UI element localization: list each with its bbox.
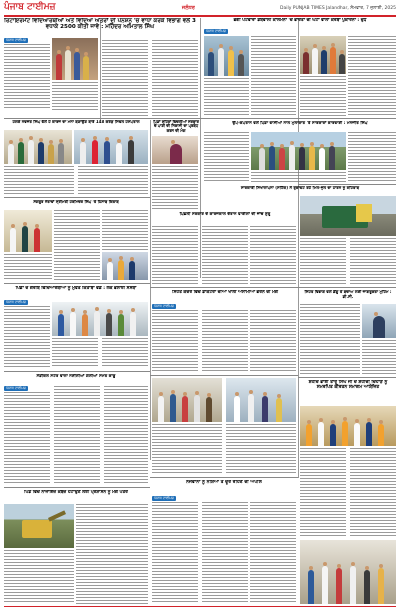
article-text xyxy=(362,340,396,374)
article-text xyxy=(348,36,396,116)
photo-officials xyxy=(204,36,249,76)
article-text xyxy=(4,44,50,110)
article-text xyxy=(52,338,98,368)
headline-right-2: ਸਾਰਕਾਰੀ ਸਿਖਾਲਾਪਨਾ (ਸਟਿੱਕ) ਨੇ ਰੁਕਾਵਟ ਰਹੇ ਮਿਲ-ਜੁਲ ਦਾ ਹਾਰਨ ਨੂੰ ਰਹਿਤਾਬ xyxy=(240,186,360,190)
photo-building xyxy=(251,132,346,170)
footer-rule xyxy=(4,606,396,607)
article-text xyxy=(152,226,198,284)
photo-health-center xyxy=(152,378,222,422)
photo-doctors xyxy=(226,378,296,422)
article-text xyxy=(250,502,296,604)
article-text xyxy=(251,172,346,182)
section-divider xyxy=(200,118,396,119)
headline-center-3: ਸਿਹਤ ਕੇਂਦਰ ਵਿੱਚ ਡਾਕਟਰਾਂ ਦੀਆਂ ਖਾਲੀ ਅਸਾਮੀਆਂ ਭਰਨ ਦੀ ਮੰਗ xyxy=(172,290,278,295)
byline: ਪੰਜਾਬ ਟਾਈਮਜ਼ xyxy=(206,29,226,33)
section-divider xyxy=(4,371,150,372)
article-text xyxy=(152,424,222,474)
article-text xyxy=(152,310,198,372)
photo-kirtan xyxy=(300,406,396,446)
article-text xyxy=(102,210,148,250)
article-text xyxy=(4,306,50,368)
article-text xyxy=(152,40,198,116)
headline-left-3: ਪਿੰਡਾਂ ਦੇ ਗਰੀਬ ਵਿਦਿਆਰਥੀਆਂ ਨੂੰ ਮੁਫਤ ਕਿਤਾਬਾਂ ਵੰਡ : ਲੋਕ ਭਲਾਈ ਸੰਸਥਾ xyxy=(15,286,137,291)
headline-bottom-center: ਨੌਜਵਾਨਾਂ ਨੂੰ ਨਸ਼ਿਆਂ ਤੋਂ ਦੂਰ ਰਹਿਣ ਦੀ ਅਪੀਲ xyxy=(186,480,262,485)
masthead-title: ਪੰਜਾਬ ਟਾਈਮਜ਼ xyxy=(4,2,56,12)
headline-mid-right: ਉਪ-ਕਪਤਾਨ ਵਲੋਂ ਪਿੰਡਾ ਵਾਸੀਆਂ ਨਾਲ ਮੁਲਾਕਾਤ 'ਤੇ ਸਾਰਕਾਰਾਂ ਕਾਰਵਾਈ : ਮਨਜੀਤ ਸਿੰਘ xyxy=(232,121,368,125)
photo-felicitation xyxy=(52,38,98,80)
article-text xyxy=(251,36,296,116)
masthead xyxy=(4,3,396,17)
masthead-section: ਜਲੰਧਰ xyxy=(182,5,195,11)
article-text xyxy=(78,166,148,194)
headline-center-1: ਪਿੰਡਾਂ ਸ਼ਹਿਰਾਂ ਵਿਚਲੀਆਂ ਸਰਕਾਰ ਦੇ ਪਾਣੀ ਦੀ ਨਿਕਾਸੀ ਦਾ ਪ੍ਰਬੰਧ ਕਰਨ ਦੀ ਮੰਗ xyxy=(153,120,199,133)
headline-left-2: ਸੰਗਰੂਰ ਨੇਤਾਵਾਂ ਸ੍ਰੀਮਤੀ ਹਰਮਿੰਦਰ ਸਿੰਘ 'ਤੇ ਹਿਸਾਬ ਕਿਤਾਬ xyxy=(33,200,119,204)
headline-top-right: ਭੋਗੀ ਪਟਵਾਰਾ ਡਬਵਾਲੀ ਕਾਲਮਨਾ 'ਚ ਭਾਰਤਾ ਦੀ ਘਟਾ ਵਾਲਾ ਕਰੋਬਾ ਪੁਕਾਰਨਾ : ਦੁੱਧ xyxy=(233,18,367,23)
masthead-date: Daily PUNJAB TIMES Jalandhar, ਸੋਮਵਾਰ, 7 ਜੁਲਾਈ, 2025 xyxy=(279,6,396,11)
article-text xyxy=(204,78,249,116)
article-text xyxy=(202,310,248,372)
section-divider xyxy=(4,118,200,119)
article-text xyxy=(348,132,396,182)
article-text xyxy=(350,238,396,284)
byline: ਪੰਜਾਬ ਟਾਈਮਜ਼ xyxy=(154,304,174,308)
photo-truck xyxy=(300,196,396,236)
article-text xyxy=(52,82,98,110)
article-text xyxy=(4,392,50,484)
headline-center-2: ਪਿਛਲੀ ਸਰਕਾਰ ਦੇ ਕਾਰਜਕਾਲ ਦੌਰਾਨ ਫਾਈਲਾਂ ਦੀ ਜਾਂਚ ਸ਼ੁਰੂ xyxy=(179,212,271,216)
photo-meeting xyxy=(4,210,52,252)
article-text xyxy=(4,166,74,194)
section-divider xyxy=(4,487,150,488)
photo-official-portrait xyxy=(362,304,396,338)
photo-group xyxy=(300,36,346,74)
section-divider xyxy=(298,377,396,378)
article-text xyxy=(300,304,360,374)
column-rule xyxy=(200,18,201,278)
article-text xyxy=(226,424,296,474)
article-text xyxy=(300,238,346,284)
section-divider xyxy=(150,375,298,376)
byline: ਪੰਜਾਬ ਟਾਈਮਜ਼ xyxy=(154,496,174,500)
article-text xyxy=(54,210,100,280)
article-text xyxy=(250,310,296,372)
article-text xyxy=(202,502,248,604)
article-text xyxy=(300,76,346,116)
photo-ceremony xyxy=(102,252,148,280)
article-text xyxy=(152,502,198,604)
headline-right-4: ਸ਼ਹੀਦ ਭਾਈ ਤਾਰੂ ਸਿੰਘ ਜੀ ਦੇ ਸ਼ਹੀਦੀ ਦਿਹਾੜੇ ਨੂੰ ਸਮਰਪਿਤ ਕੀਰਤਨ ਸਮਾਗਮ ਆਯੋਜਿਤ xyxy=(308,380,388,391)
headline-left-4: ਮੈਡੀਕਲ ਸਟੋਰ ਵਾਲਾ ਨਸ਼ੀਲੀਆਂ ਗੋਲੀਆਂ ਸਮੇਤ ਕਾਬੂ xyxy=(36,374,116,378)
article-text xyxy=(202,226,248,284)
article-text xyxy=(250,226,296,284)
article-text xyxy=(4,254,52,280)
photo-woman-portrait xyxy=(152,136,198,164)
article-text xyxy=(300,448,346,538)
article-text xyxy=(350,448,396,538)
byline: ਪੰਜਾਬ ਟਾਈਮਜ਼ xyxy=(6,300,26,304)
byline: ਪੰਜਾਬ ਟਾਈਮਜ਼ xyxy=(6,38,26,42)
photo-book-distribution xyxy=(52,302,148,336)
column-rule xyxy=(150,120,151,460)
article-text xyxy=(104,386,148,484)
article-text xyxy=(204,132,249,182)
photo-youth-event xyxy=(300,540,396,604)
headline-mid-left: ਹਲਕੇ ਨਵਜੋਤ ਸਿੰਘ ਵੱਲੋਂ ਹੋ ਕਾਰਜ ਦਾ ਮਨਾ ਬਣਾਉਣ ਬਾਰੇ 148 ਕਰੋੜ ਸਿਵਲ ਹਸਪਤਾਲ xyxy=(12,120,140,124)
section-divider xyxy=(4,283,150,284)
article-text xyxy=(102,338,148,368)
headline-bottom-left: ਪਿੰਡ ਵਿੱਚ ਨਾਜਾਇਜ਼ ਕਬਜ਼ੇ ਹਟਾਉਣ ਲਈ ਪ੍ਰਸ਼ਾਸਨ ਨੂੰ ਮੰਗ ਪੱਤਰ xyxy=(24,490,128,495)
article-text xyxy=(76,504,148,604)
article-text xyxy=(152,166,198,210)
article-text xyxy=(102,40,148,116)
section-divider xyxy=(298,184,396,185)
column-rule xyxy=(298,18,299,478)
photo-hospital-event xyxy=(4,130,72,164)
section-divider xyxy=(150,477,298,478)
photo-demolition xyxy=(4,504,74,548)
section-divider xyxy=(150,287,396,288)
headline-right-3: ਸਿਹਤ ਵਿਭਾਗ ਵਲੋਂ ਡੇਂਗੂ ਤੋਂ ਬਚਾਅ ਲਈ ਜਾਗਰੂਕਤਾ ਮੁਹਿੰਮ : ਡੀ.ਸੀ. xyxy=(304,290,392,299)
article-text xyxy=(4,550,74,604)
photo-hospital-visit xyxy=(74,130,148,164)
section-divider xyxy=(4,197,150,198)
article-text xyxy=(54,386,100,484)
byline: ਪੰਜਾਬ ਟਾਈਮਜ਼ xyxy=(6,386,26,390)
headline-top-main: ਰਿਟਾਇਰਮੈਂਟ ਵਿਦਿਆਰਥੀਆਂ ਅਤੇ ਵਿਦਿਆ ਅੰਤਰਾਂ ਦੀ ਪੈਨਸ਼ਨ 'ਚ ਵਾਧਾ ਕਰਕੇ ਵਿਭਾਗ ਵਲੋਂ 3 ਵਧਾਕੇ 2500 ਕੀਤੀ ਜਾਵੇ : ਮਹਿੰਦਰ ਅਮਿਤਾਲ ਸਿੰਘ xyxy=(4,18,196,31)
